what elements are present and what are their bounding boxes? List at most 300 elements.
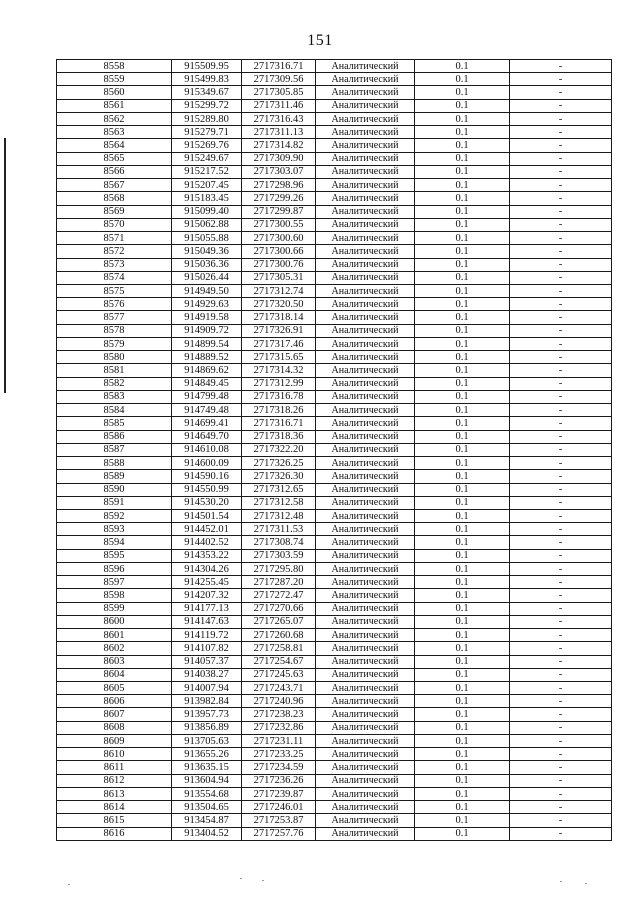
- table-row: [57, 404, 612, 417]
- table-row: [57, 443, 612, 456]
- accuracy-cell: 0.1: [415, 192, 510, 205]
- table-row: [57, 483, 612, 496]
- x-coordinate-cell: 914530.20: [172, 496, 242, 509]
- point-number-cell: 8594: [57, 536, 172, 549]
- x-coordinate-cell: 913655.26: [172, 748, 242, 761]
- accuracy-cell: 0.1: [415, 496, 510, 509]
- note-cell: -: [510, 377, 612, 390]
- coordinates-table: [56, 59, 612, 841]
- method-cell: Аналитический: [316, 483, 415, 496]
- y-coordinate-cell: 2717300.60: [242, 232, 316, 245]
- note-cell: -: [510, 721, 612, 734]
- accuracy-cell: 0.1: [415, 655, 510, 668]
- x-coordinate-cell: 915299.72: [172, 99, 242, 112]
- y-coordinate-cell: 2717312.48: [242, 509, 316, 522]
- x-coordinate-cell: 914929.63: [172, 298, 242, 311]
- note-cell: -: [510, 351, 612, 364]
- x-coordinate-cell: 914550.99: [172, 483, 242, 496]
- point-number-cell: 8614: [57, 801, 172, 814]
- accuracy-cell: 0.1: [415, 430, 510, 443]
- y-coordinate-cell: 2717316.71: [242, 60, 316, 73]
- x-coordinate-cell: 915183.45: [172, 192, 242, 205]
- y-coordinate-cell: 2717260.68: [242, 629, 316, 642]
- accuracy-cell: 0.1: [415, 576, 510, 589]
- table-row: [57, 721, 612, 734]
- method-cell: Аналитический: [316, 708, 415, 721]
- accuracy-cell: 0.1: [415, 470, 510, 483]
- accuracy-cell: 0.1: [415, 642, 510, 655]
- note-cell: -: [510, 615, 612, 628]
- note-cell: -: [510, 509, 612, 522]
- note-cell: -: [510, 470, 612, 483]
- accuracy-cell: 0.1: [415, 324, 510, 337]
- y-coordinate-cell: 2717326.91: [242, 324, 316, 337]
- accuracy-cell: 0.1: [415, 682, 510, 695]
- accuracy-cell: 0.1: [415, 615, 510, 628]
- note-cell: -: [510, 165, 612, 178]
- point-number-cell: 8576: [57, 298, 172, 311]
- y-coordinate-cell: 2717322.20: [242, 443, 316, 456]
- page-number: 151: [307, 32, 333, 49]
- x-coordinate-cell: 914869.62: [172, 364, 242, 377]
- table-row: [57, 152, 612, 165]
- y-coordinate-cell: 2717305.85: [242, 86, 316, 99]
- table-row: [57, 774, 612, 787]
- point-number-cell: 8570: [57, 218, 172, 231]
- x-coordinate-cell: 914452.01: [172, 523, 242, 536]
- method-cell: Аналитический: [316, 417, 415, 430]
- note-cell: -: [510, 99, 612, 112]
- accuracy-cell: 0.1: [415, 748, 510, 761]
- method-cell: Аналитический: [316, 496, 415, 509]
- x-coordinate-cell: 915249.67: [172, 152, 242, 165]
- accuracy-cell: 0.1: [415, 814, 510, 827]
- table-row: [57, 377, 612, 390]
- y-coordinate-cell: 2717303.59: [242, 549, 316, 562]
- method-cell: Аналитический: [316, 655, 415, 668]
- method-cell: Аналитический: [316, 364, 415, 377]
- method-cell: Аналитический: [316, 404, 415, 417]
- note-cell: -: [510, 787, 612, 800]
- method-cell: Аналитический: [316, 682, 415, 695]
- y-coordinate-cell: 2717300.55: [242, 218, 316, 231]
- method-cell: Аналитический: [316, 774, 415, 787]
- x-coordinate-cell: 914255.45: [172, 576, 242, 589]
- point-number-cell: 8595: [57, 549, 172, 562]
- accuracy-cell: 0.1: [415, 536, 510, 549]
- table-row: [57, 179, 612, 192]
- method-cell: Аналитический: [316, 351, 415, 364]
- table-row: [57, 337, 612, 350]
- point-number-cell: 8593: [57, 523, 172, 536]
- y-coordinate-cell: 2717236.26: [242, 774, 316, 787]
- x-coordinate-cell: 914207.32: [172, 589, 242, 602]
- y-coordinate-cell: 2717246.01: [242, 801, 316, 814]
- accuracy-cell: 0.1: [415, 284, 510, 297]
- point-number-cell: 8596: [57, 562, 172, 575]
- x-coordinate-cell: 914799.48: [172, 390, 242, 403]
- method-cell: Аналитический: [316, 589, 415, 602]
- point-number-cell: 8585: [57, 417, 172, 430]
- y-coordinate-cell: 2717300.66: [242, 245, 316, 258]
- point-number-cell: 8578: [57, 324, 172, 337]
- table-row: [57, 470, 612, 483]
- y-coordinate-cell: 2717318.36: [242, 430, 316, 443]
- point-number-cell: 8609: [57, 734, 172, 747]
- note-cell: -: [510, 139, 612, 152]
- point-number-cell: 8602: [57, 642, 172, 655]
- point-number-cell: 8591: [57, 496, 172, 509]
- table-row: [57, 126, 612, 139]
- table-row: [57, 364, 612, 377]
- method-cell: Аналитический: [316, 787, 415, 800]
- note-cell: -: [510, 457, 612, 470]
- accuracy-cell: 0.1: [415, 761, 510, 774]
- point-number-cell: 8571: [57, 232, 172, 245]
- table-row: [57, 86, 612, 99]
- x-coordinate-cell: 913504.65: [172, 801, 242, 814]
- x-coordinate-cell: 914501.54: [172, 509, 242, 522]
- y-coordinate-cell: 2717318.14: [242, 311, 316, 324]
- point-number-cell: 8612: [57, 774, 172, 787]
- point-number-cell: 8559: [57, 73, 172, 86]
- accuracy-cell: 0.1: [415, 165, 510, 178]
- note-cell: -: [510, 562, 612, 575]
- note-cell: -: [510, 642, 612, 655]
- scan-specks: [0, 870, 640, 900]
- method-cell: Аналитический: [316, 258, 415, 271]
- method-cell: Аналитический: [316, 337, 415, 350]
- note-cell: -: [510, 245, 612, 258]
- point-number-cell: 8573: [57, 258, 172, 271]
- note-cell: -: [510, 655, 612, 668]
- y-coordinate-cell: 2717326.30: [242, 470, 316, 483]
- y-coordinate-cell: 2717312.74: [242, 284, 316, 297]
- table-row: [57, 430, 612, 443]
- accuracy-cell: 0.1: [415, 562, 510, 575]
- note-cell: -: [510, 430, 612, 443]
- point-number-cell: 8599: [57, 602, 172, 615]
- note-cell: -: [510, 284, 612, 297]
- x-coordinate-cell: 914899.54: [172, 337, 242, 350]
- y-coordinate-cell: 2717231.11: [242, 734, 316, 747]
- table-row: [57, 787, 612, 800]
- accuracy-cell: 0.1: [415, 258, 510, 271]
- note-cell: -: [510, 536, 612, 549]
- table-row: [57, 457, 612, 470]
- point-number-cell: 8598: [57, 589, 172, 602]
- table-row: [57, 218, 612, 231]
- accuracy-cell: 0.1: [415, 708, 510, 721]
- method-cell: Аналитический: [316, 509, 415, 522]
- accuracy-cell: 0.1: [415, 232, 510, 245]
- method-cell: Аналитический: [316, 73, 415, 86]
- scan-speck: [240, 878, 242, 879]
- accuracy-cell: 0.1: [415, 668, 510, 681]
- method-cell: Аналитический: [316, 536, 415, 549]
- method-cell: Аналитический: [316, 629, 415, 642]
- method-cell: Аналитический: [316, 99, 415, 112]
- method-cell: Аналитический: [316, 642, 415, 655]
- table-row: [57, 523, 612, 536]
- scan-speck: [585, 883, 587, 884]
- accuracy-cell: 0.1: [415, 351, 510, 364]
- x-coordinate-cell: 914909.72: [172, 324, 242, 337]
- table-row: [57, 192, 612, 205]
- note-cell: -: [510, 589, 612, 602]
- x-coordinate-cell: 914304.26: [172, 562, 242, 575]
- x-coordinate-cell: 914147.63: [172, 615, 242, 628]
- method-cell: Аналитический: [316, 470, 415, 483]
- point-number-cell: 8597: [57, 576, 172, 589]
- accuracy-cell: 0.1: [415, 86, 510, 99]
- point-number-cell: 8581: [57, 364, 172, 377]
- note-cell: -: [510, 205, 612, 218]
- note-cell: -: [510, 748, 612, 761]
- y-coordinate-cell: 2717320.50: [242, 298, 316, 311]
- method-cell: Аналитический: [316, 218, 415, 231]
- note-cell: -: [510, 73, 612, 86]
- note-cell: -: [510, 523, 612, 536]
- note-cell: -: [510, 298, 612, 311]
- x-coordinate-cell: 915289.80: [172, 112, 242, 125]
- point-number-cell: 8584: [57, 404, 172, 417]
- y-coordinate-cell: 2717314.32: [242, 364, 316, 377]
- table-row: [57, 139, 612, 152]
- y-coordinate-cell: 2717315.65: [242, 351, 316, 364]
- point-number-cell: 8563: [57, 126, 172, 139]
- y-coordinate-cell: 2717305.31: [242, 271, 316, 284]
- note-cell: -: [510, 364, 612, 377]
- point-number-cell: 8572: [57, 245, 172, 258]
- point-number-cell: 8588: [57, 457, 172, 470]
- x-coordinate-cell: 913982.84: [172, 695, 242, 708]
- accuracy-cell: 0.1: [415, 337, 510, 350]
- point-number-cell: 8592: [57, 509, 172, 522]
- x-coordinate-cell: 914119.72: [172, 629, 242, 642]
- x-coordinate-cell: 914353.22: [172, 549, 242, 562]
- margin-scan-line: [4, 138, 6, 393]
- x-coordinate-cell: 913705.63: [172, 734, 242, 747]
- note-cell: -: [510, 311, 612, 324]
- method-cell: Аналитический: [316, 284, 415, 297]
- method-cell: Аналитический: [316, 165, 415, 178]
- table-row: [57, 232, 612, 245]
- y-coordinate-cell: 2717243.71: [242, 682, 316, 695]
- accuracy-cell: 0.1: [415, 404, 510, 417]
- table-row: [57, 245, 612, 258]
- method-cell: Аналитический: [316, 801, 415, 814]
- x-coordinate-cell: 915499.83: [172, 73, 242, 86]
- note-cell: -: [510, 126, 612, 139]
- x-coordinate-cell: 914177.13: [172, 602, 242, 615]
- point-number-cell: 8616: [57, 827, 172, 840]
- point-number-cell: 8561: [57, 99, 172, 112]
- y-coordinate-cell: 2717233.25: [242, 748, 316, 761]
- note-cell: -: [510, 443, 612, 456]
- accuracy-cell: 0.1: [415, 139, 510, 152]
- x-coordinate-cell: 915269.76: [172, 139, 242, 152]
- table-row: [57, 311, 612, 324]
- note-cell: -: [510, 774, 612, 787]
- point-number-cell: 8579: [57, 337, 172, 350]
- coordinates-table-body: [57, 60, 612, 841]
- table-row: [57, 165, 612, 178]
- y-coordinate-cell: 2717312.65: [242, 483, 316, 496]
- y-coordinate-cell: 2717311.53: [242, 523, 316, 536]
- x-coordinate-cell: 914849.45: [172, 377, 242, 390]
- table-row: [57, 73, 612, 86]
- note-cell: -: [510, 814, 612, 827]
- y-coordinate-cell: 2717272.47: [242, 589, 316, 602]
- x-coordinate-cell: 914949.50: [172, 284, 242, 297]
- point-number-cell: 8603: [57, 655, 172, 668]
- point-number-cell: 8564: [57, 139, 172, 152]
- table-row: [57, 496, 612, 509]
- note-cell: -: [510, 152, 612, 165]
- method-cell: Аналитический: [316, 523, 415, 536]
- y-coordinate-cell: 2717232.86: [242, 721, 316, 734]
- note-cell: -: [510, 761, 612, 774]
- note-cell: -: [510, 179, 612, 192]
- accuracy-cell: 0.1: [415, 311, 510, 324]
- method-cell: Аналитический: [316, 298, 415, 311]
- method-cell: Аналитический: [316, 827, 415, 840]
- scan-speck: [560, 881, 562, 882]
- accuracy-cell: 0.1: [415, 787, 510, 800]
- y-coordinate-cell: 2717245.63: [242, 668, 316, 681]
- note-cell: -: [510, 271, 612, 284]
- table-row: [57, 629, 612, 642]
- accuracy-cell: 0.1: [415, 443, 510, 456]
- accuracy-cell: 0.1: [415, 364, 510, 377]
- method-cell: Аналитический: [316, 814, 415, 827]
- point-number-cell: 8586: [57, 430, 172, 443]
- y-coordinate-cell: 2717309.90: [242, 152, 316, 165]
- y-coordinate-cell: 2717287.20: [242, 576, 316, 589]
- point-number-cell: 8600: [57, 615, 172, 628]
- note-cell: -: [510, 404, 612, 417]
- y-coordinate-cell: 2717318.26: [242, 404, 316, 417]
- y-coordinate-cell: 2717234.59: [242, 761, 316, 774]
- accuracy-cell: 0.1: [415, 152, 510, 165]
- y-coordinate-cell: 2717258.81: [242, 642, 316, 655]
- x-coordinate-cell: 914402.52: [172, 536, 242, 549]
- note-cell: -: [510, 60, 612, 73]
- point-number-cell: 8575: [57, 284, 172, 297]
- accuracy-cell: 0.1: [415, 99, 510, 112]
- accuracy-cell: 0.1: [415, 827, 510, 840]
- y-coordinate-cell: 2717314.82: [242, 139, 316, 152]
- y-coordinate-cell: 2717312.58: [242, 496, 316, 509]
- x-coordinate-cell: 915207.45: [172, 179, 242, 192]
- y-coordinate-cell: 2717298.96: [242, 179, 316, 192]
- table-row: [57, 112, 612, 125]
- note-cell: -: [510, 682, 612, 695]
- table-row: [57, 708, 612, 721]
- point-number-cell: 8569: [57, 205, 172, 218]
- point-number-cell: 8577: [57, 311, 172, 324]
- point-number-cell: 8610: [57, 748, 172, 761]
- note-cell: -: [510, 112, 612, 125]
- method-cell: Аналитический: [316, 271, 415, 284]
- y-coordinate-cell: 2717270.66: [242, 602, 316, 615]
- x-coordinate-cell: 914749.48: [172, 404, 242, 417]
- point-number-cell: 8606: [57, 695, 172, 708]
- accuracy-cell: 0.1: [415, 298, 510, 311]
- y-coordinate-cell: 2717265.07: [242, 615, 316, 628]
- accuracy-cell: 0.1: [415, 179, 510, 192]
- accuracy-cell: 0.1: [415, 734, 510, 747]
- method-cell: Аналитический: [316, 457, 415, 470]
- point-number-cell: 8562: [57, 112, 172, 125]
- note-cell: -: [510, 258, 612, 271]
- y-coordinate-cell: 2717239.87: [242, 787, 316, 800]
- accuracy-cell: 0.1: [415, 801, 510, 814]
- y-coordinate-cell: 2717308.74: [242, 536, 316, 549]
- accuracy-cell: 0.1: [415, 271, 510, 284]
- table-row: [57, 668, 612, 681]
- method-cell: Аналитический: [316, 734, 415, 747]
- x-coordinate-cell: 913604.94: [172, 774, 242, 787]
- note-cell: -: [510, 390, 612, 403]
- accuracy-cell: 0.1: [415, 602, 510, 615]
- point-number-cell: 8566: [57, 165, 172, 178]
- method-cell: Аналитический: [316, 443, 415, 456]
- method-cell: Аналитический: [316, 430, 415, 443]
- x-coordinate-cell: 914889.52: [172, 351, 242, 364]
- x-coordinate-cell: 913454.87: [172, 814, 242, 827]
- table-row: [57, 417, 612, 430]
- table-row: [57, 695, 612, 708]
- table-row: [57, 284, 612, 297]
- point-number-cell: 8605: [57, 682, 172, 695]
- point-number-cell: 8565: [57, 152, 172, 165]
- x-coordinate-cell: 914610.08: [172, 443, 242, 456]
- x-coordinate-cell: 914038.27: [172, 668, 242, 681]
- point-number-cell: 8590: [57, 483, 172, 496]
- x-coordinate-cell: 913404.52: [172, 827, 242, 840]
- y-coordinate-cell: 2717254.67: [242, 655, 316, 668]
- y-coordinate-cell: 2717238.23: [242, 708, 316, 721]
- y-coordinate-cell: 2717253.87: [242, 814, 316, 827]
- table-row: [57, 99, 612, 112]
- accuracy-cell: 0.1: [415, 377, 510, 390]
- y-coordinate-cell: 2717303.07: [242, 165, 316, 178]
- method-cell: Аналитический: [316, 721, 415, 734]
- note-cell: -: [510, 218, 612, 231]
- accuracy-cell: 0.1: [415, 126, 510, 139]
- point-number-cell: 8582: [57, 377, 172, 390]
- method-cell: Аналитический: [316, 205, 415, 218]
- table-row: [57, 205, 612, 218]
- y-coordinate-cell: 2717312.99: [242, 377, 316, 390]
- table-row: [57, 258, 612, 271]
- method-cell: Аналитический: [316, 602, 415, 615]
- method-cell: Аналитический: [316, 748, 415, 761]
- x-coordinate-cell: 913635.15: [172, 761, 242, 774]
- note-cell: -: [510, 192, 612, 205]
- x-coordinate-cell: 915509.95: [172, 60, 242, 73]
- table-row: [57, 576, 612, 589]
- point-number-cell: 8587: [57, 443, 172, 456]
- note-cell: -: [510, 337, 612, 350]
- x-coordinate-cell: 915036.36: [172, 258, 242, 271]
- x-coordinate-cell: 915217.52: [172, 165, 242, 178]
- note-cell: -: [510, 483, 612, 496]
- point-number-cell: 8607: [57, 708, 172, 721]
- y-coordinate-cell: 2717316.78: [242, 390, 316, 403]
